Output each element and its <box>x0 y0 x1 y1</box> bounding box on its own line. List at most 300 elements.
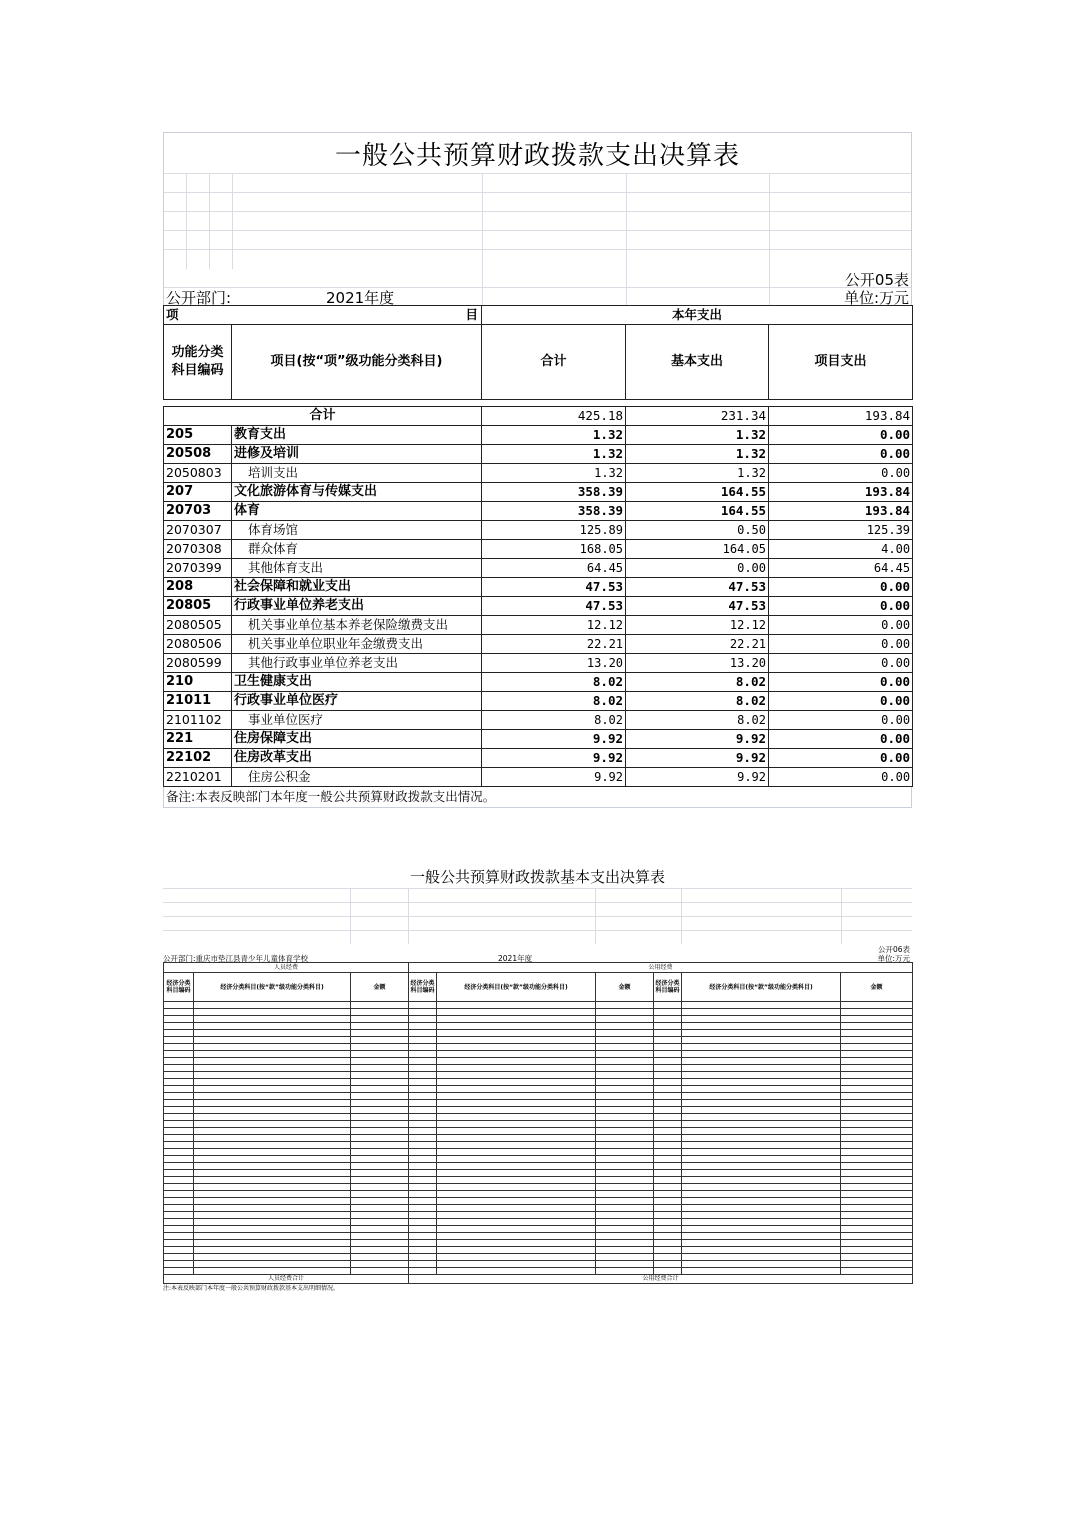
cell <box>596 1002 654 1009</box>
cell <box>351 1114 409 1121</box>
cell-project: 0.00 <box>769 578 913 597</box>
cell <box>351 1156 409 1163</box>
cell <box>682 1226 841 1233</box>
cell <box>841 1268 913 1275</box>
cell <box>596 1065 654 1072</box>
cell-total: 47.53 <box>482 597 626 616</box>
cell <box>841 1177 913 1184</box>
cell <box>437 1205 596 1212</box>
cell-name: 事业单位医疗 <box>232 711 482 730</box>
cell-total: 64.45 <box>482 559 626 578</box>
cell-name: 机关事业单位职业年金缴费支出 <box>232 635 482 654</box>
cell <box>437 1191 596 1198</box>
table-row <box>164 1121 913 1128</box>
cell <box>437 1100 596 1107</box>
cell <box>164 1226 194 1233</box>
cell-project: 0.00 <box>769 749 913 768</box>
cell <box>194 1009 351 1016</box>
table2-department: 公开部门:重庆市垫江县青少年儿童体育学校 <box>163 954 309 963</box>
cell-code: 208 <box>164 578 232 597</box>
cell <box>409 1128 437 1135</box>
cell <box>351 1030 409 1037</box>
cell <box>437 1184 596 1191</box>
cell <box>437 1247 596 1254</box>
department-label: 公开部门: <box>166 289 232 307</box>
table-row <box>164 1233 913 1240</box>
table-row <box>164 1002 913 1009</box>
cell-name: 进修及培训 <box>232 445 482 464</box>
cell <box>351 1219 409 1226</box>
cell <box>164 1002 194 1009</box>
cell <box>841 1093 913 1100</box>
cell <box>409 1226 437 1233</box>
cell <box>596 1051 654 1058</box>
cell <box>351 1093 409 1100</box>
cell <box>351 1170 409 1177</box>
table-row <box>164 1142 913 1149</box>
cell <box>409 1198 437 1205</box>
table2-title: 一般公共预算财政拨款基本支出决算表 <box>409 868 665 886</box>
table-row <box>164 768 913 787</box>
cell <box>682 1079 841 1086</box>
cell <box>654 1177 682 1184</box>
cell <box>841 1205 913 1212</box>
cell <box>194 1247 351 1254</box>
cell <box>654 1086 682 1093</box>
table-row <box>164 1086 913 1093</box>
cell <box>164 1198 194 1205</box>
cell <box>596 1219 654 1226</box>
cell <box>654 1226 682 1233</box>
cell-name: 培训支出 <box>232 464 482 483</box>
cell <box>164 1051 194 1058</box>
cell-name: 文化旅游体育与传媒支出 <box>232 483 482 502</box>
cell-basic: 8.02 <box>626 692 769 711</box>
cell <box>682 1240 841 1247</box>
cell-basic: 0.00 <box>626 559 769 578</box>
cell <box>409 1254 437 1261</box>
cell <box>194 1240 351 1247</box>
cell <box>194 1065 351 1072</box>
cell <box>194 1114 351 1121</box>
cell <box>841 1128 913 1135</box>
cell <box>596 1128 654 1135</box>
cell-project: 0.00 <box>769 768 913 787</box>
cell <box>437 1149 596 1156</box>
cell <box>194 1107 351 1114</box>
table-row <box>164 1135 913 1142</box>
cell <box>409 1261 437 1268</box>
cell <box>437 1240 596 1247</box>
table-row <box>164 540 913 559</box>
cell <box>682 1233 841 1240</box>
table1-blank-grid <box>163 173 912 269</box>
cell <box>194 1219 351 1226</box>
cell <box>596 1121 654 1128</box>
cell <box>164 1191 194 1198</box>
cell <box>682 1009 841 1016</box>
cell <box>164 1177 194 1184</box>
public-total-label: 公用经费合计 <box>409 1275 913 1284</box>
cell <box>682 1114 841 1121</box>
cell <box>164 1247 194 1254</box>
cell <box>409 1191 437 1198</box>
cell <box>351 1254 409 1261</box>
table-row <box>164 749 913 768</box>
cell-total: 8.02 <box>482 673 626 692</box>
cell <box>596 1198 654 1205</box>
cell <box>164 1030 194 1037</box>
cell <box>682 1002 841 1009</box>
cell <box>409 1002 437 1009</box>
cell <box>682 1100 841 1107</box>
cell <box>351 1065 409 1072</box>
table-row <box>164 1079 913 1086</box>
cell <box>654 1044 682 1051</box>
cell <box>351 1149 409 1156</box>
cell <box>596 1016 654 1023</box>
cell-code: 20805 <box>164 597 232 616</box>
table-row <box>164 1191 913 1198</box>
cell <box>654 1037 682 1044</box>
unit-label: 单位:万元 <box>843 289 909 307</box>
cell <box>409 1009 437 1016</box>
cell <box>596 1030 654 1037</box>
table2-year: 2021年度 <box>498 954 533 963</box>
cell-basic: 164.55 <box>626 483 769 502</box>
cell <box>654 1184 682 1191</box>
cell <box>437 1037 596 1044</box>
cell-basic: 47.53 <box>626 578 769 597</box>
cell <box>682 1030 841 1037</box>
cell <box>194 1072 351 1079</box>
cell-total: 358.39 <box>482 502 626 521</box>
cell <box>654 1142 682 1149</box>
table-row <box>164 1100 913 1107</box>
public-section-header: 公用经费 <box>409 963 913 973</box>
cell <box>654 1268 682 1275</box>
cell-project: 0.00 <box>769 730 913 749</box>
cell <box>596 1247 654 1254</box>
cell-basic: 164.55 <box>626 502 769 521</box>
cell <box>164 1149 194 1156</box>
cell <box>654 1093 682 1100</box>
cell <box>654 1128 682 1135</box>
cell-project: 0.00 <box>769 426 913 445</box>
cell <box>164 1023 194 1030</box>
cell-basic: 164.05 <box>626 540 769 559</box>
cell <box>437 1163 596 1170</box>
cell-basic: 22.21 <box>626 635 769 654</box>
cell <box>437 1219 596 1226</box>
cell <box>351 1226 409 1233</box>
cell <box>437 1114 596 1121</box>
cell <box>194 1023 351 1030</box>
cell <box>194 1051 351 1058</box>
current-year-header: 本年支出 <box>482 306 913 325</box>
table-row <box>164 597 913 616</box>
table-row <box>164 1023 913 1030</box>
cell <box>164 1163 194 1170</box>
cell <box>841 1142 913 1149</box>
cell <box>841 1254 913 1261</box>
cell <box>654 1135 682 1142</box>
cell-project: 4.00 <box>769 540 913 559</box>
fiscal-year: 2021年度 <box>326 289 395 307</box>
cell <box>409 1184 437 1191</box>
cell <box>437 1226 596 1233</box>
cell <box>437 1086 596 1093</box>
cell <box>164 1037 194 1044</box>
cell <box>409 1093 437 1100</box>
cell <box>194 1149 351 1156</box>
cell-total: 125.89 <box>482 521 626 540</box>
cell-code: 20703 <box>164 502 232 521</box>
cell <box>351 1247 409 1254</box>
cell <box>841 1072 913 1079</box>
cell <box>654 1261 682 1268</box>
cell <box>409 1058 437 1065</box>
cell-total: 8.02 <box>482 692 626 711</box>
cell <box>409 1149 437 1156</box>
cell <box>841 1191 913 1198</box>
cell <box>437 1065 596 1072</box>
cell <box>194 1156 351 1163</box>
table-row <box>164 1247 913 1254</box>
cell <box>351 1268 409 1275</box>
cell-code: 2070307 <box>164 521 232 540</box>
cell <box>841 1184 913 1191</box>
table-row <box>164 654 913 673</box>
cell <box>194 1100 351 1107</box>
cell <box>194 1086 351 1093</box>
table-row <box>164 1149 913 1156</box>
cell-code: 2050803 <box>164 464 232 483</box>
cell <box>654 1058 682 1065</box>
cell-name: 行政事业单位养老支出 <box>232 597 482 616</box>
cell <box>409 1072 437 1079</box>
cell <box>194 1226 351 1233</box>
cell <box>351 1086 409 1093</box>
cell <box>596 1268 654 1275</box>
table-row <box>164 1058 913 1065</box>
cell <box>596 1058 654 1065</box>
cell <box>682 1058 841 1065</box>
cell <box>654 1114 682 1121</box>
cell <box>841 1086 913 1093</box>
cell <box>437 1058 596 1065</box>
cell-project: 0.00 <box>769 635 913 654</box>
cell <box>437 1212 596 1219</box>
cell-basic: 8.02 <box>626 711 769 730</box>
cell <box>682 1121 841 1128</box>
cell-code: 210 <box>164 673 232 692</box>
cell <box>437 1170 596 1177</box>
cell-total: 168.05 <box>482 540 626 559</box>
cell <box>841 1170 913 1177</box>
cell <box>654 1009 682 1016</box>
cell <box>194 1142 351 1149</box>
cell <box>351 1135 409 1142</box>
cell-name: 机关事业单位基本养老保险缴费支出 <box>232 616 482 635</box>
cell <box>164 1044 194 1051</box>
cell-basic: 1.32 <box>626 426 769 445</box>
cell <box>164 1233 194 1240</box>
cell <box>351 1240 409 1247</box>
basic-column-header: 基本支出 <box>626 325 769 400</box>
cell <box>682 1261 841 1268</box>
cell <box>596 1163 654 1170</box>
cell-total: 9.92 <box>482 749 626 768</box>
cell <box>351 1233 409 1240</box>
form-number: 公开05表 <box>844 271 909 289</box>
cell <box>654 1163 682 1170</box>
cell-code: 221 <box>164 730 232 749</box>
cell-total: 8.02 <box>482 711 626 730</box>
table1-grid <box>163 305 913 787</box>
cell-code: 2080506 <box>164 635 232 654</box>
cell-code: 21011 <box>164 692 232 711</box>
cell <box>841 1044 913 1051</box>
cell-code: 20508 <box>164 445 232 464</box>
cell-name: 其他体育支出 <box>232 559 482 578</box>
cell-total: 22.21 <box>482 635 626 654</box>
cell <box>654 1079 682 1086</box>
cell <box>682 1156 841 1163</box>
cell <box>351 1198 409 1205</box>
cell <box>841 1100 913 1107</box>
cell-name: 住房公积金 <box>232 768 482 787</box>
cell <box>682 1212 841 1219</box>
cell <box>164 1184 194 1191</box>
cell <box>654 1191 682 1198</box>
cell <box>596 1156 654 1163</box>
table-row <box>164 1268 913 1275</box>
cell <box>654 1072 682 1079</box>
table-row <box>164 616 913 635</box>
table2-note: 注:本表反映部门本年度一般公共预算财政拨款基本支出明细情况。 <box>163 1285 340 1292</box>
cell <box>409 1079 437 1086</box>
cell <box>596 1240 654 1247</box>
cell-project: 125.39 <box>769 521 913 540</box>
cell <box>194 1198 351 1205</box>
cell <box>409 1212 437 1219</box>
cell <box>841 1107 913 1114</box>
cell <box>841 1114 913 1121</box>
cell <box>351 1009 409 1016</box>
cell <box>654 1023 682 1030</box>
cell <box>351 1205 409 1212</box>
cell <box>682 1051 841 1058</box>
project-column-header: 项目支出 <box>769 325 913 400</box>
cell-code: 205 <box>164 426 232 445</box>
cell <box>654 1100 682 1107</box>
cell <box>351 1002 409 1009</box>
cell <box>682 1065 841 1072</box>
cell <box>164 1156 194 1163</box>
cell <box>164 1079 194 1086</box>
cell <box>841 1247 913 1254</box>
cell-name: 体育 <box>232 502 482 521</box>
cell-basic: 9.92 <box>626 749 769 768</box>
cell-basic: 9.92 <box>626 730 769 749</box>
cell <box>596 1037 654 1044</box>
cell <box>351 1100 409 1107</box>
cell <box>164 1205 194 1212</box>
cell <box>437 1030 596 1037</box>
cell <box>194 1184 351 1191</box>
cell <box>682 1247 841 1254</box>
cell <box>654 1149 682 1156</box>
cell <box>437 1009 596 1016</box>
cell <box>654 1170 682 1177</box>
table-row <box>164 1170 913 1177</box>
cell-name: 住房保障支出 <box>232 730 482 749</box>
cell <box>164 1065 194 1072</box>
cell <box>841 1121 913 1128</box>
cell <box>164 1009 194 1016</box>
cell <box>164 1261 194 1268</box>
cell-basic: 0.50 <box>626 521 769 540</box>
cell <box>682 1198 841 1205</box>
cell <box>841 1261 913 1268</box>
cell-project: 193.84 <box>769 483 913 502</box>
basic-expenditure-table <box>163 866 912 1294</box>
cell <box>841 1226 913 1233</box>
table-row <box>164 559 913 578</box>
cell <box>164 1100 194 1107</box>
cell <box>409 1268 437 1275</box>
cell <box>682 1086 841 1093</box>
cell <box>164 1135 194 1142</box>
cell <box>596 1107 654 1114</box>
cell <box>164 1086 194 1093</box>
cell <box>194 1058 351 1065</box>
cell <box>841 1023 913 1030</box>
cell <box>682 1128 841 1135</box>
cell <box>841 1163 913 1170</box>
cell <box>351 1177 409 1184</box>
cell <box>409 1030 437 1037</box>
cell <box>437 1121 596 1128</box>
cell <box>351 1079 409 1086</box>
cell <box>164 1142 194 1149</box>
cell <box>682 1023 841 1030</box>
cell <box>437 1261 596 1268</box>
cell <box>437 1072 596 1079</box>
cell <box>437 1016 596 1023</box>
cell <box>409 1177 437 1184</box>
table-row <box>164 1114 913 1121</box>
cell <box>437 1023 596 1030</box>
cell <box>409 1219 437 1226</box>
table1-title: 一般公共预算财政拨款支出决算表 <box>163 132 912 173</box>
cell <box>194 1002 351 1009</box>
cell <box>654 1121 682 1128</box>
cell <box>351 1212 409 1219</box>
cell <box>596 1184 654 1191</box>
cell-basic: 1.32 <box>626 464 769 483</box>
cell <box>682 1170 841 1177</box>
cell <box>409 1114 437 1121</box>
table-row <box>164 464 913 483</box>
cell <box>682 1044 841 1051</box>
cell <box>194 1268 351 1275</box>
cell-name: 社会保障和就业支出 <box>232 578 482 597</box>
cell-project: 0.00 <box>769 597 913 616</box>
cell <box>596 1135 654 1142</box>
table-row <box>164 1030 913 1037</box>
